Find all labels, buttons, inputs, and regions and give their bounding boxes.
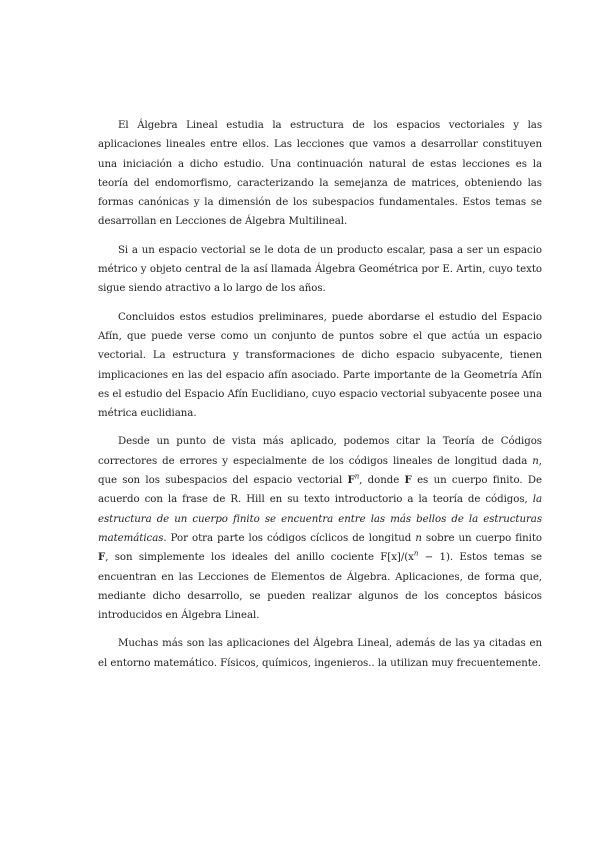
- text-run: . Estos temas se encuentran en las Lecciones de Elementos de Álgebra. Aplicaciones, de forma que, mediante dicho desarrollo, se pueden realizar algunos de los conceptos básicos introducidos en Álgebra Lineal.: [98, 552, 542, 622]
- text-run: . Por otra parte los códigos cíclicos de longitud: [163, 532, 416, 544]
- paragraph-coding-theory: [98, 432, 542, 625]
- math-superscript-n: n: [354, 472, 360, 481]
- math-quotient-ring-end: − 1): [418, 552, 450, 564]
- math-n: n: [415, 532, 422, 544]
- text-run: sobre un cuerpo finito: [421, 532, 543, 544]
- math-field-F: F: [347, 474, 355, 487]
- text-run: , son simplemente los ideales del anillo cociente: [105, 552, 381, 564]
- paragraph-affine-space: Concluidos estos estudios preliminares, puede abordarse el estudio del Espacio Afín, que puede verse como un conjunto de puntos sobre el que actúa un espacio vectorial. La estructura y transformaciones de dicho espacio subyacente, tienen implicaciones en las del espacio afín asociado. Parte importante de la Geometría Afín es el estudio del Espacio Afín Euclidiano, cuyo espacio vectorial subyacente posee una métrica euclidiana.: [98, 311, 542, 420]
- quote-hill: la estructura de un cuerpo finito se encuentra entre las más bellos de la estructuras matemáticas: [98, 494, 542, 544]
- paragraph-applications: Muchas más son las aplicaciones del Álgebra Lineal, además de las ya citadas en el entorno matemático. Físicos, químicos, ingenieros.. la utilizan muy frecuentemente.: [98, 638, 542, 669]
- math-quotient-ring: F[x]/(x: [380, 552, 414, 564]
- math-superscript-n: n: [413, 549, 419, 558]
- paragraph-intro: El Álgebra Lineal estudia la estructura de los espacios vectoriales y las aplicaciones lineales entre ellos. Las lecciones que vamos a desarrollar constituyen una iniciación a dicho estudio. Una continuación natural de estas lecciones es la teoría del endomorfismo, caracterizando la semejanza de matrices, obteniendo las formas canónicas y la dimensión de los subespacios fundamentales. Estos temas se desarrollan en Lecciones de Álgebra Multilineal.: [98, 120, 542, 228]
- text-run: , donde: [359, 475, 405, 487]
- math-n: n: [532, 455, 539, 467]
- text-run: , que son los subespacios del espacio vectorial: [98, 455, 542, 487]
- paragraph-metric-space: Si a un espacio vectorial se le dota de un producto escalar, pasa a ser un espacio métrico y objeto central de la así llamada Álgebra Geométrica por E. Artin, cuyo texto sigue siendo atractivo a lo largo de los años.: [98, 244, 542, 295]
- math-field-F: F: [98, 551, 106, 564]
- text-run: Desde un punto de vista más aplicado, podemos citar la Teoría de Códigos correctores de errores y especialmente de los códigos lineales de longitud dada: [98, 436, 542, 467]
- math-field-F: F: [404, 474, 412, 487]
- text-run: es un cuerpo finito. De acuerdo con la frase de R. Hill en su texto introductorio a la teoría de códigos,: [98, 475, 542, 506]
